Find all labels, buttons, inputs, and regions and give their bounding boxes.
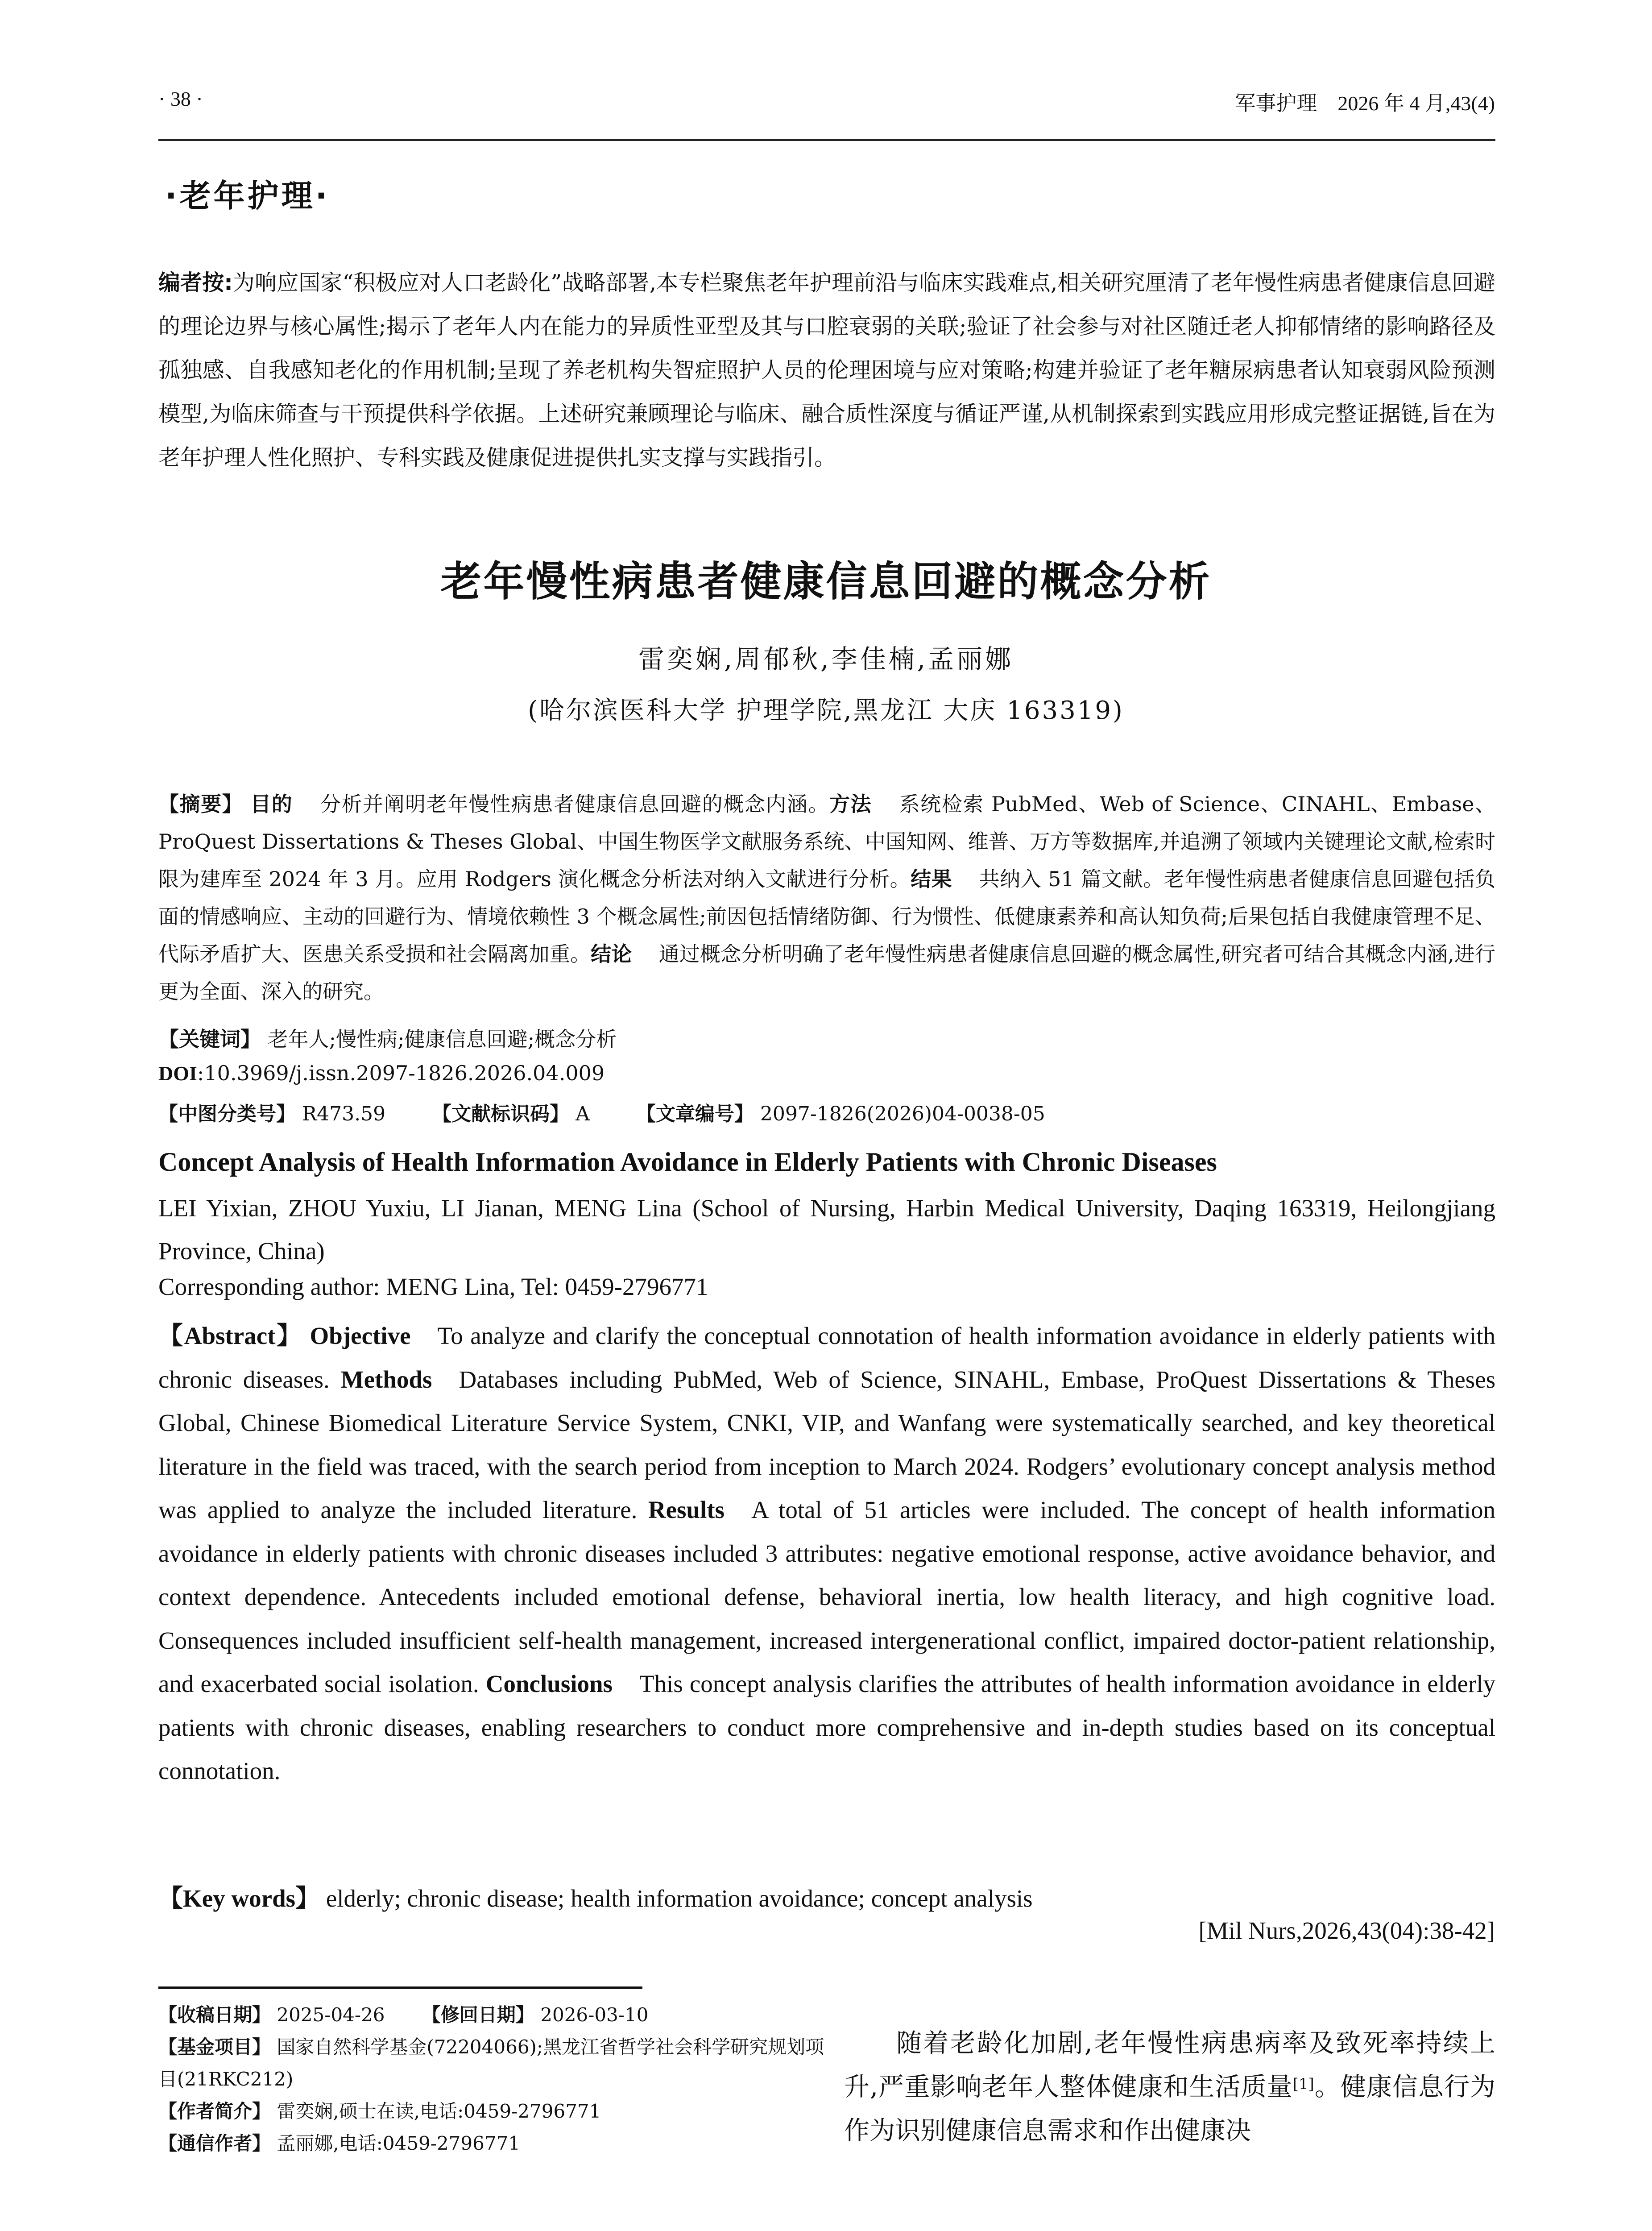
editor-note-text: 为响应国家“积极应对人口老龄化”战略部署,本专栏聚焦老年护理前沿与临床实践难点,相关研究厘清了老年慢性病患者健康信息回避的理论边界与核心属性;揭示了老年人内在能力的异质性亚型及其与口腔衰弱的关联;验证了社会参与对社区随迁老人抑郁情绪的影响路径及孤独感、自我感知老化的作用机制;呈现了养老机构失智症照护人员的伦理困境与应对策略;构建并验证了老年糖尿病患者认知衰弱风险预测模型,为临床筛查与干预提供科学依据。上述研究兼顾理论与临床、融合质性深度与循证严谨,从机制探索到实践应用形成完整证据链,旨在为老年护理人性化照护、专科实践及健康促进提供扎实支撑与实践指引。 xyxy=(158,270,1495,470)
results-text: 共纳入 51 篇文献。老年慢性病患者健康信息回避包括负面的情感响应、主动的回避行为、情境依赖性 3 个概念属性;前因包括情绪防御、行为惯性、低健康素养和高认知负荷;后果包括自我健康管理不足、代际矛盾扩大、医患关系受损和社会隔离加重。 xyxy=(158,867,1496,966)
author-bio-label: 【作者简介】 xyxy=(158,2100,271,2122)
doc-code-value: A xyxy=(576,1103,590,1125)
editor-note xyxy=(158,261,1495,480)
author-bio-text: 雷奕娴,硕士在读,电话:0459-2796771 xyxy=(277,2100,601,2122)
footnote-corresponding xyxy=(158,2127,828,2160)
footnote-dates xyxy=(158,1999,828,2031)
en-keywords-label: 【Key words】 xyxy=(158,1885,320,1912)
conclusions-text: 通过概念分析明确了老年慢性病患者健康信息回避的概念属性,研究者可结合其概念内涵,进行更为全面、深入的研究。 xyxy=(158,942,1496,1004)
header-rule xyxy=(158,139,1495,141)
results-label: 结果 xyxy=(911,867,952,891)
received-label: 【收稿日期】 xyxy=(158,2004,271,2026)
abstract-label: 【摘要】 xyxy=(158,792,244,816)
doi-value[interactable]: :10.3969/j.issn.2097-1826.2026.04.009 xyxy=(197,1061,605,1085)
en-methods-text: Databases including PubMed, Web of Science, SINAHL, Embase, ProQuest Dissertations & Theses Global, Chinese Biomedical Literature Service System, CNKI, VIP, and Wanfang were systematically searched, and key theoretical literature in the field was traced, with the search period from inception to March 2024. Rodgers’ evolutionary concept analysis method was applied to analyze the included literature. xyxy=(158,1365,1496,1523)
revised-date: 2026-03-10 xyxy=(540,2004,649,2026)
section-heading: ·老年护理· xyxy=(165,178,330,214)
body-paragraph xyxy=(844,2021,1495,2152)
article-authors: 雷奕娴,周郁秋,李佳楠,孟丽娜 xyxy=(638,644,1014,674)
chinese-abstract xyxy=(158,785,1495,1010)
english-abstract xyxy=(158,1314,1495,1793)
revised-label: 【修回日期】 xyxy=(422,2004,534,2026)
body-text-start: 随着老龄化加剧,老年慢性病患病率及致死率持续上升,严重影响老年人整体健康和生活质量 xyxy=(844,2028,1495,2102)
received-date: 2025-04-26 xyxy=(277,2004,385,2026)
clc-label: 【中图分类号】 xyxy=(158,1103,296,1125)
article-no-label: 【文章编号】 xyxy=(636,1103,754,1125)
article-title: 老年慢性病患者健康信息回避的概念分析 xyxy=(440,558,1212,605)
methods-text: 系统检索 PubMed、Web of Science、CINAHL、Embase、ProQuest Dissertations & Theses Global、中国生物医学文献服务系统、中国知网、维普、万方等数据库,并追溯了领域内关键理论文献,检索时限为建库至 2024 年 3 月。应用 Rodgers 演化概念分析法对纳入文献进行分析。 xyxy=(158,792,1496,891)
en-results-text: A total of 51 articles were included. The concept of health information avoidance in elderly patients with chronic diseases included 3 attributes: negative emotional response, active avoidance behavior, and context dependence. Antecedents included emotional defense, behavioral inertia, low health literacy, and high cognitive load. Consequences included insufficient self-health management, increased intergenerational conflict, impaired doctor-patient relationship, and exacerbated social isolation. xyxy=(158,1496,1495,1697)
corr-text: 孟丽娜,电话:0459-2796771 xyxy=(277,2132,521,2154)
english-authors-affiliation: LEI Yixian, ZHOU Yuxiu, LI Jianan, MENG Lina (School of Nursing, Harbin Medical University, Daqing 163319, Heilongjiang Province, China) xyxy=(158,1194,1495,1265)
en-results-label: Results xyxy=(648,1496,725,1523)
page-number: · 38 · xyxy=(158,87,203,110)
footnotes xyxy=(158,1999,828,2160)
en-objective-label: Objective xyxy=(310,1322,411,1349)
keywords-label: 【关键词】 xyxy=(158,1027,261,1051)
methods-label: 方法 xyxy=(829,792,872,816)
en-methods-label: Methods xyxy=(340,1365,432,1393)
citation: [Mil Nurs,2026,43(04):38-42] xyxy=(1198,1917,1495,1944)
doi-label: DOI xyxy=(158,1062,197,1085)
english-corresponding-author: Corresponding author: MENG Lina, Tel: 0459-2796771 xyxy=(158,1273,708,1300)
fund-label: 【基金项目】 xyxy=(158,2036,271,2058)
classification-row xyxy=(158,1098,1045,1126)
footnote-rule xyxy=(158,1986,642,1989)
reference-link[interactable]: [1] xyxy=(1292,2075,1314,2093)
article-no-value: 2097-1826(2026)04-0038-05 xyxy=(760,1103,1045,1125)
objective-label: 目的 xyxy=(250,792,293,816)
keywords-text: 老年人;慢性病;健康信息回避;概念分析 xyxy=(267,1027,617,1051)
clc-value: R473.59 xyxy=(302,1103,386,1125)
fund-text: 国家自然科学基金(72204066);黑龙江省哲学社会科学研究规划项目(21RKC212) xyxy=(158,2036,824,2090)
english-title: Concept Analysis of Health Information Avoidance in Elderly Patients with Chronic Diseases xyxy=(158,1147,1217,1177)
en-conclusions-text: This concept analysis clarifies the attributes of health information avoidance in elderly patients with chronic diseases, enabling researchers to conduct more comprehensive and in-depth studies based on its conceptual connotation. xyxy=(158,1670,1496,1784)
body-text-end: 。健康信息行为作为识别健康信息需求和作出健康决 xyxy=(844,2072,1495,2145)
footnote-author-bio xyxy=(158,2095,828,2127)
footnote-fund xyxy=(158,2031,828,2095)
english-keywords xyxy=(158,1879,1033,1914)
corr-label: 【通信作者】 xyxy=(158,2132,271,2154)
en-objective-text: To analyze and clarify the conceptual connotation of health information avoidance in elderly patients with chronic diseases. xyxy=(158,1322,1495,1393)
doc-code-label: 【文献标识码】 xyxy=(432,1103,570,1125)
conclusions-label: 结论 xyxy=(591,942,632,966)
chinese-keywords xyxy=(158,1023,617,1053)
en-keywords-text: elderly; chronic disease; health information avoidance; concept analysis xyxy=(326,1885,1033,1912)
objective-text: 分析并阐明老年慢性病患者健康信息回避的概念内涵。 xyxy=(319,792,829,816)
doi xyxy=(158,1061,604,1085)
editor-note-label: 编者按: xyxy=(158,270,233,295)
en-abstract-label: 【Abstract】 xyxy=(158,1322,302,1349)
journal-issue-header: 军事护理 2026 年 4 月,43(4) xyxy=(1235,92,1495,115)
en-conclusions-label: Conclusions xyxy=(485,1670,613,1697)
article-affiliation: (哈尔滨医科大学 护理学院,黑龙江 大庆 163319) xyxy=(528,696,1124,725)
